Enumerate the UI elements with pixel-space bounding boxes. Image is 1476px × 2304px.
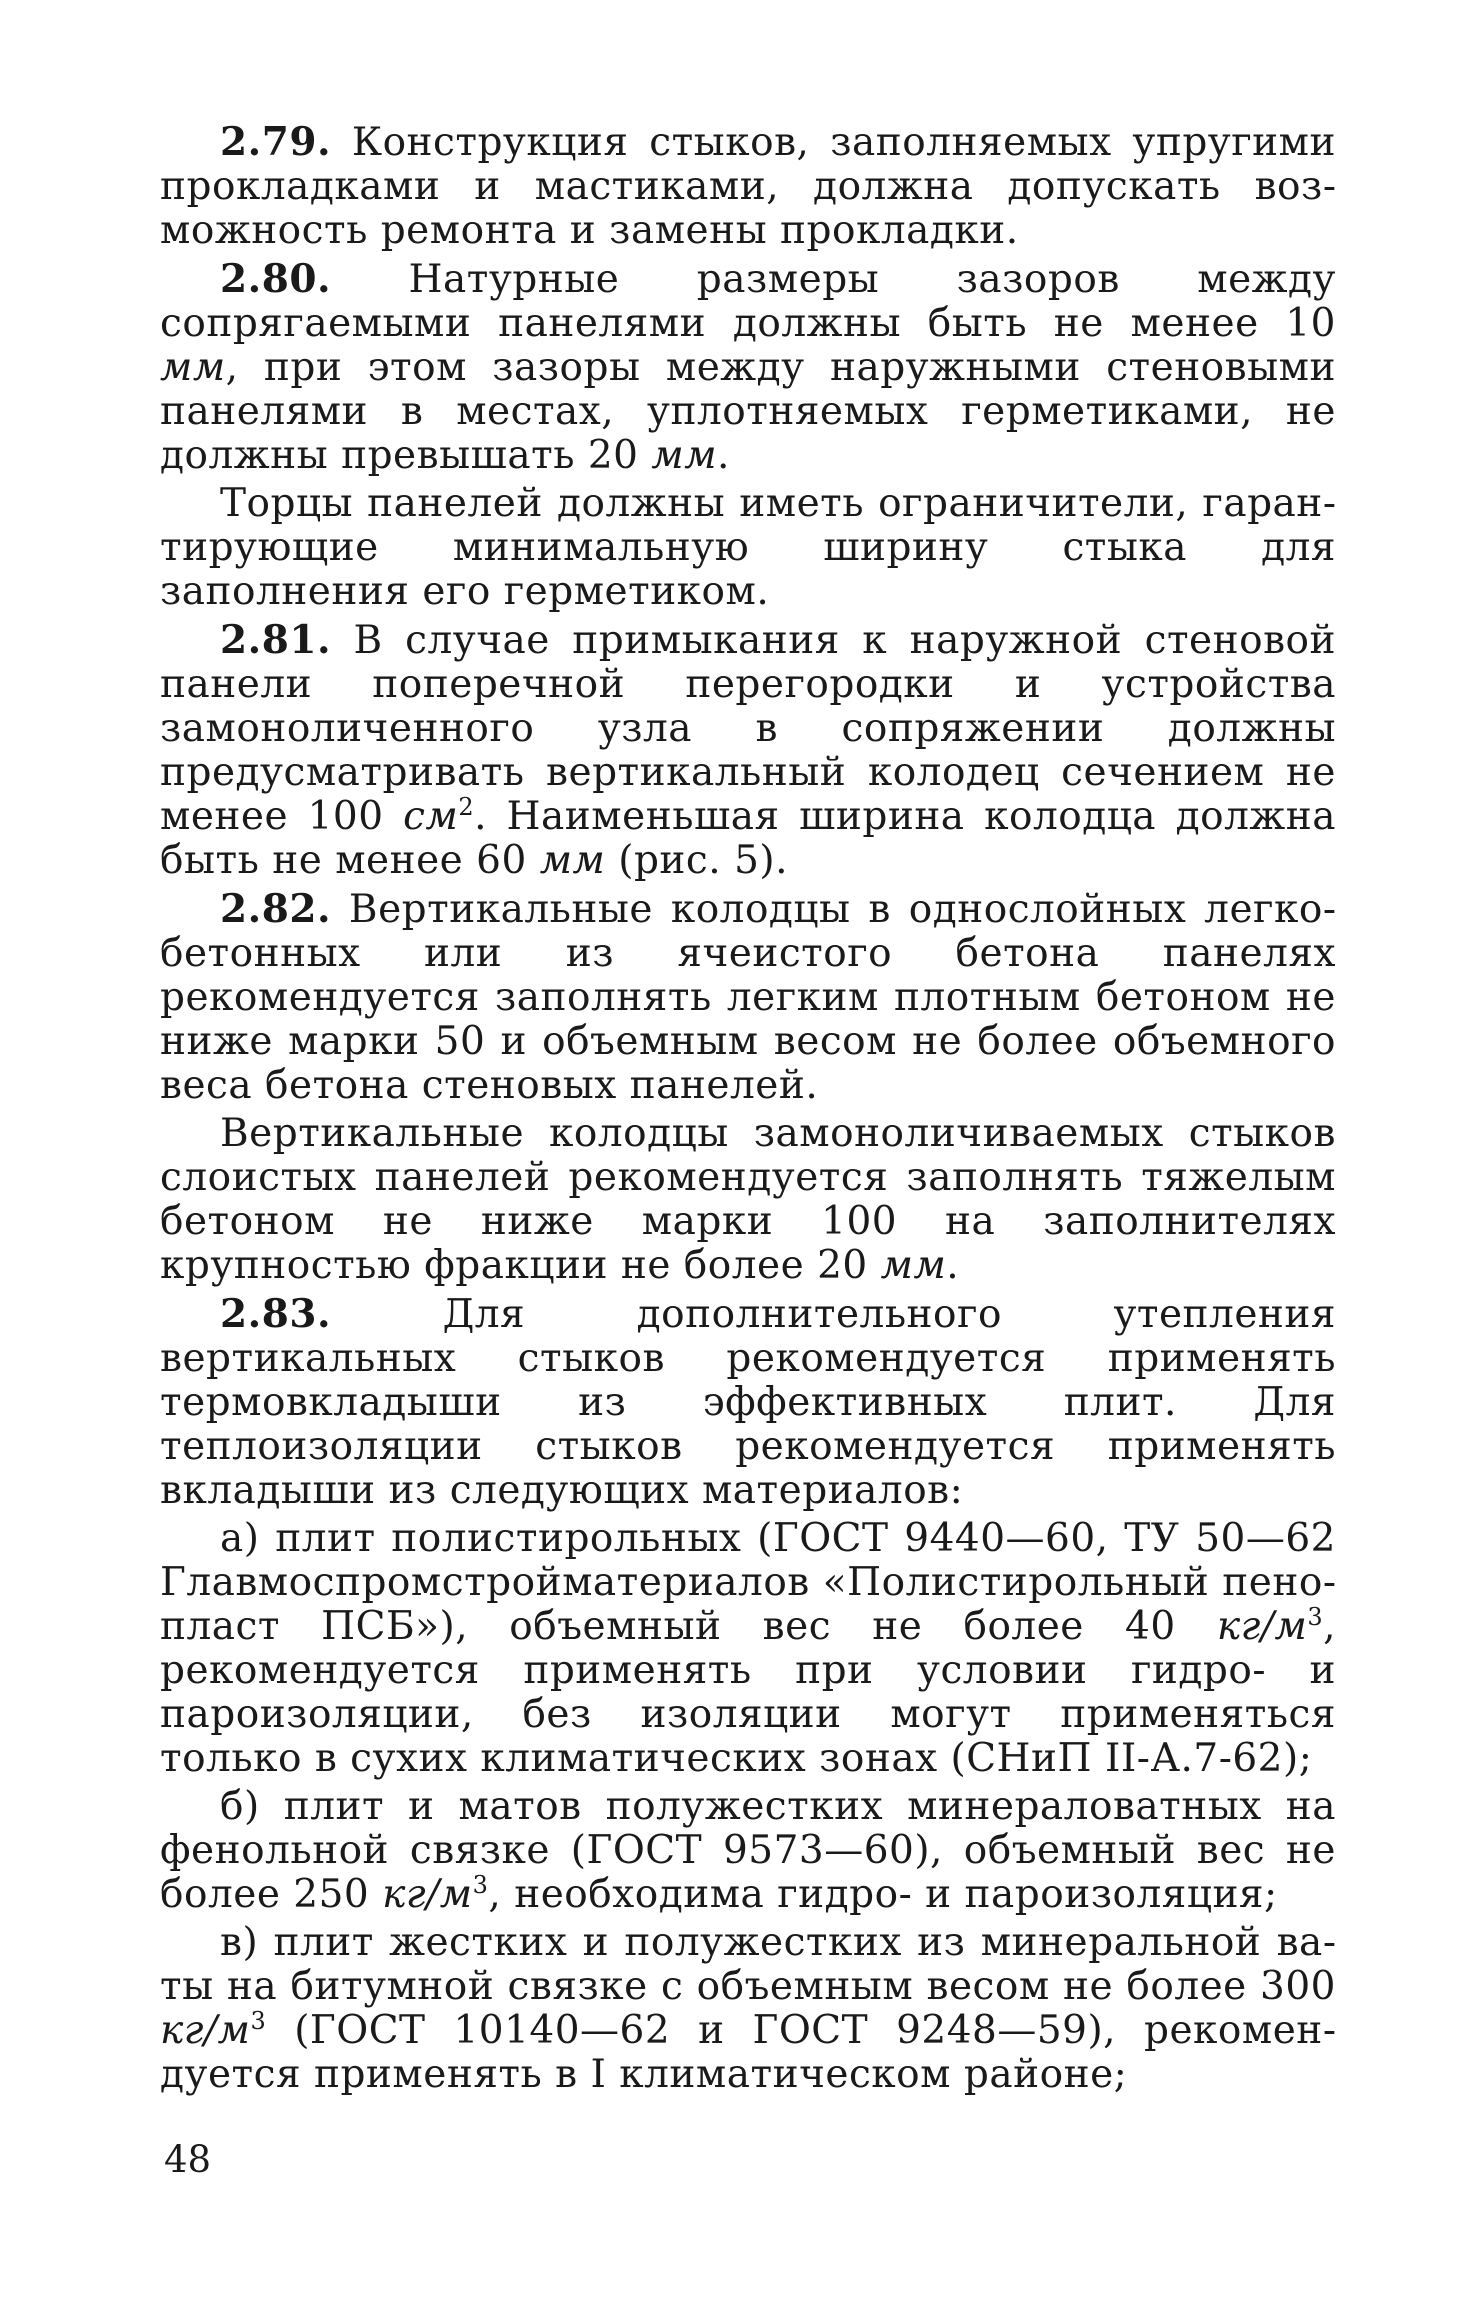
- unit: мм: [651, 433, 718, 478]
- clause-number: 2.81.: [220, 617, 332, 663]
- paragraph-text: Натурные размеры зазоров между сопрягаемыми панелями должны быть не менее 10: [160, 257, 1336, 346]
- paragraph-2-79: [160, 120, 1336, 253]
- superscript: 3: [1307, 1603, 1324, 1631]
- paragraph-text: а) плит полистирольных (ГОСТ 9440—60, ТУ 50—62 Главмоспромстройматериалов «Полистирольный пенопласт ПСБ»), объемный вес не более 40: [160, 1516, 1336, 1649]
- paragraph-2-81: [160, 618, 1336, 883]
- unit: мм: [539, 838, 606, 883]
- paragraph-text: .: [946, 1243, 960, 1288]
- paragraph-text: В случае примыкания к наружной стеновой панели поперечной перегородки и устройства замоноличенного узла в сопряжении должны предусматривать вертикальный колодец сечением не менее 100: [160, 618, 1336, 839]
- paragraph-text: , рекомендуется применять при условии гидро- и пароизоляции, без изоляции могут применяться только в сухих климатических зонах (СНиП II-А.7-62);: [160, 1604, 1336, 1781]
- unit: кг/м: [382, 1872, 473, 1917]
- list-item-b: [160, 1785, 1336, 1917]
- paragraph-text: Вертикальные колодцы замоноличиваемых стыков слоистых панелей рекомендуется заполнять тяжелым бетоном не ниже марки 100 на заполнителях крупностью фракции не более 20: [160, 1111, 1336, 1288]
- paragraph-2-83: [160, 1292, 1336, 1513]
- list-item-a: [160, 1517, 1336, 1781]
- page-body: [160, 120, 1336, 2101]
- unit: кг/м: [1216, 1604, 1308, 1649]
- unit: кг/м: [160, 2008, 251, 2053]
- paragraph-ends: [160, 482, 1336, 614]
- paragraph-text: (ГОСТ 10140—62 и ГОСТ 9248—59), рекомендуется применять в I климатическом районе;: [160, 2008, 1336, 2097]
- paragraph-2-82: [160, 887, 1336, 1108]
- paragraph-text: Конструкция стыков, заполняемых упругими прокладками и мастиками, должна допускать возможность ремонта и замены прокладки.: [160, 120, 1336, 253]
- paragraph-wells: [160, 1112, 1336, 1288]
- paragraph-text: Для дополнительного утепления вертикальных стыков рекомендуется применять термовкладыши из эффективных плит. Для теплоизоляции стыков рекомендуется применять вкладыши из следующих материалов:: [160, 1292, 1336, 1513]
- unit: мм: [160, 345, 226, 390]
- clause-number: 2.82.: [220, 886, 332, 932]
- clause-number: 2.83.: [220, 1291, 332, 1337]
- paragraph-2-80: [160, 257, 1336, 478]
- paragraph-text: .: [717, 433, 730, 478]
- superscript: 3: [472, 1871, 489, 1899]
- paragraph-text: в) плит жестких и полужестких из минеральной ваты на битумной связке с объемным весом не более 300: [160, 1920, 1336, 2009]
- clause-number: 2.80.: [220, 256, 332, 302]
- paragraph-text: б) плит и матов полужестких минераловатных на фенольной связке (ГОСТ 9573—60), объемный вес не более 250: [160, 1784, 1336, 1917]
- superscript: 3: [250, 2007, 267, 2035]
- paragraph-text: Вертикальные колодцы в однослойных легкобетонных или из ячеистого бетона панелях рекомендуется заполнять легким плотным бетоном не ниже марки 50 и объемным весом не более объемного веса бетона стеновых панелей.: [160, 887, 1336, 1108]
- paragraph-text: (рис. 5).: [605, 838, 788, 883]
- page-number: 48: [164, 2138, 212, 2181]
- unit: см: [403, 794, 459, 839]
- paragraph-text: , необходима гидро- и пароизоляция;: [488, 1872, 1278, 1917]
- unit: мм: [880, 1243, 947, 1288]
- superscript: 2: [458, 793, 475, 821]
- clause-number: 2.79.: [220, 119, 332, 165]
- list-item-v: [160, 1921, 1336, 2097]
- paragraph-text: , при этом зазоры между наружными стеновыми панелями в местах, уплотняемых герметиками, не должны превышать 20: [160, 345, 1336, 478]
- paragraph-text: . Наименьшая ширина колодца должна быть не менее 60: [160, 794, 1337, 883]
- paragraph-text: Торцы панелей должны иметь ограничители, гарантирующие минимальную ширину стыка для заполнения его герметиком.: [160, 481, 1336, 614]
